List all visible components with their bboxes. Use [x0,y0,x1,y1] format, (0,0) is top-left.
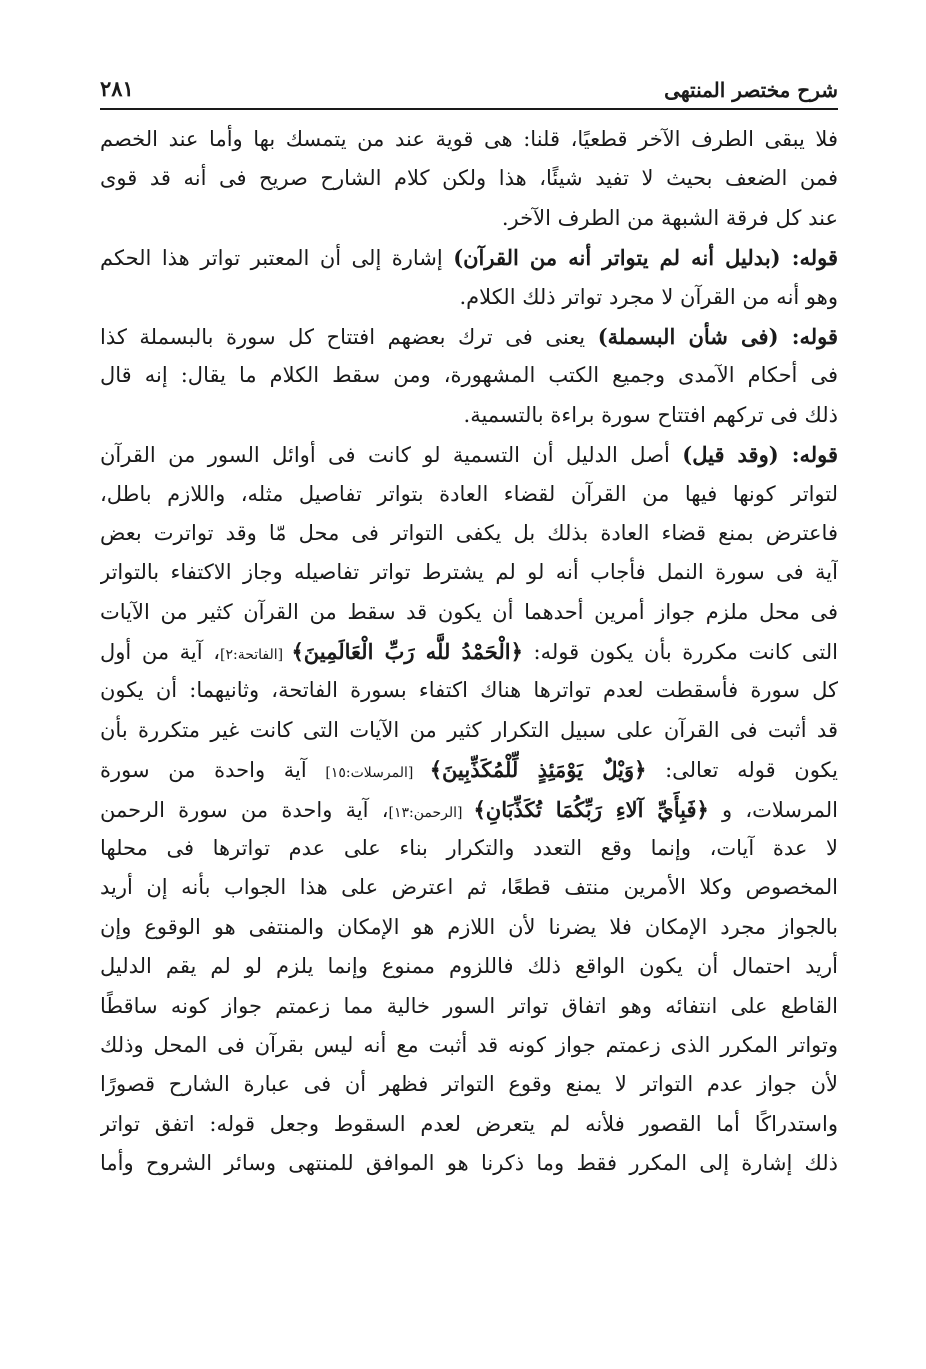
line-text: آية واحدة من سورة [100,758,326,783]
page-header [100,72,838,110]
text-line [100,750,838,789]
text-line [100,947,838,986]
line-text: وتواتر المكرر الذى زعمتم جواز كونه قد أثبت مع أنه ليس بقرآن فى المحل وذلك [100,1032,838,1057]
text-line [100,356,838,395]
text-line [100,593,838,632]
line-text: آية فى سورة النمل فأجاب أنه لو لم يشترط تواتر تفاصيله وجاز الاكتفاء بالتواتر [100,560,838,585]
line-text: ذلك فى تركهم افتتاح سورة براءة بالتسمية. [463,402,838,427]
text-line [100,829,838,868]
text-line [100,711,838,750]
text-line [100,514,838,553]
text-line [100,199,838,238]
line-text: أريد احتمال أن يكون الواقع ذلك فاللزوم ممنوع وإنما يلزم لو لم يقم الدليل [100,954,838,979]
text-line [100,553,838,592]
text-line [100,317,838,356]
text-line [100,1065,838,1104]
line-text: واستدراكًا أما القصور فلأنه لم يتعرض لعدم السقوط وجعل قوله: اتفق تواتر [100,1111,838,1136]
line-text: عند كل فرقة الشبهة من الطرف الآخر. [501,205,838,230]
text-line [100,1144,838,1183]
line-text: وهو أنه من القرآن لا مجرد تواتر ذلك الكلام. [459,284,838,309]
verse-reference: [الفاتحة:٢] [219,647,292,664]
body-text [100,120,838,1184]
running-title: شرح مختصر المنتهى [664,78,838,102]
quran-verse: ﴿الْحَمْدُ للَّه رَبِّ الْعَالَمِينَ﴾ [291,639,523,665]
line-text: قد أثبت فى القرآن على سبيل التكرار كثير من الآيات التى كانت غير متكررة بأن [100,717,838,742]
line-text: ، آية من أول [100,640,220,665]
text-line [100,396,838,435]
commentary-lemma: قوله: (وقد قيل) [682,442,838,468]
verse-reference: [الرحمن:١٣] [388,804,474,821]
text-line [100,987,838,1026]
line-text: المخصوص وكلا الأمرين منتف قطعًا، ثم اعترض على هذا الجواب بأنه إن أريد [100,875,838,900]
quran-verse: ﴿وَيْلٌ يَوْمَئِذٍ لِّلْمُكَذِّبِينَ﴾ [429,757,647,783]
line-text: إشارة إلى أن المعتبر تواتر هذا الحكم [100,246,454,271]
line-text: ذلك إشارة إلى المكرر فقط وما ذكرنا هو الموافق للمنتهى وسائر الشروح وأما [100,1151,838,1176]
line-text: لأن جواز عدم التواتر لا يمنع وقوع التواتر فظهر أن فى عبارة الشارح قصورًا [100,1072,838,1097]
text-line [100,790,838,829]
text-line [100,435,838,474]
text-line [100,868,838,907]
line-text: فمن الضعف بحيث لا تفيد شيئًا، هذا ولكن كلام الشارح صريح فى أنه قد قوى [100,166,838,191]
line-text: بالجواز مجرد الإمكان فلا يضرنا لأن اللازم هو الإمكان والمنتفى هو الوقوع وإن [100,914,838,939]
line-text: لا عدة آيات، وإنما وقع التعدد والتكرار بناء على عدم تواترها فى محلها [100,836,838,861]
line-text: أصل الدليل أن التسمية لو كانت فى أوائل السور من القرآن [100,443,683,468]
commentary-lemma: قوله: (بدليل أنه لم يتواتر أنه من القرآن) [453,245,838,271]
text-line [100,475,838,514]
text-line [100,120,838,159]
line-text: ، آية واحدة من سورة الرحمن [100,797,389,822]
line-text-before-verse: يكون قوله تعالى: [646,758,838,783]
text-line [100,278,838,317]
line-text: القاطع على انتفائه وهو اتفاق تواتر السور خالية مما زعمتم جواز كونه ساقطًا [100,993,838,1018]
text-line [100,1026,838,1065]
text-line [100,632,838,671]
text-line [100,1105,838,1144]
quran-verse: ﴿فَبِأَيِّ آلاءِ رَبِّكُمَا تُكَذِّبَانِ﴾ [473,796,709,822]
line-text: لتواتر كونها فيها من القرآن لقضاء العادة بتواتر تفاصيل مثله، واللازم باطل، [100,481,838,506]
verse-reference: [المرسلات:١٥] [325,765,430,782]
line-text: فلا يبقى الطرف الآخر قطعيًا، قلنا: هى قوية عند من يتمسك بها وأما عند الخصم [100,127,838,151]
line-text: فى محل ملزم جواز أمرين أحدهما أن يكون قد سقط من القرآن كثير من الآيات [100,599,838,624]
line-text-before-verse: المرسلات، و [708,797,838,822]
text-line [100,908,838,947]
page-number: ٢٨١ [100,76,134,101]
text-line [100,159,838,198]
line-text: كل سورة فأسقطت لعدم تواترها هناك اكتفاء بسورة الفاتحة، وثانيهما: أن يكون [100,678,838,703]
commentary-lemma: قوله: (فى شأن البسملة) [597,323,838,349]
line-text: فاعترض بمنع قضاء العادة بذلك بل يكفى التواتر فى محل مّا وقد تواترت بعض [100,520,838,545]
line-text-before-verse: التى كانت مكررة بأن يكون قوله: [522,640,838,665]
line-text: فى أحكام الآمدى وجميع الكتب المشهورة، ومن سقط الكلام ما يقال: إنه قال [100,363,838,388]
text-line [100,671,838,710]
text-line [100,238,838,277]
line-text: يعنى فى ترك بعضهم افتتاح كل سورة بالبسملة كذا [100,324,598,349]
